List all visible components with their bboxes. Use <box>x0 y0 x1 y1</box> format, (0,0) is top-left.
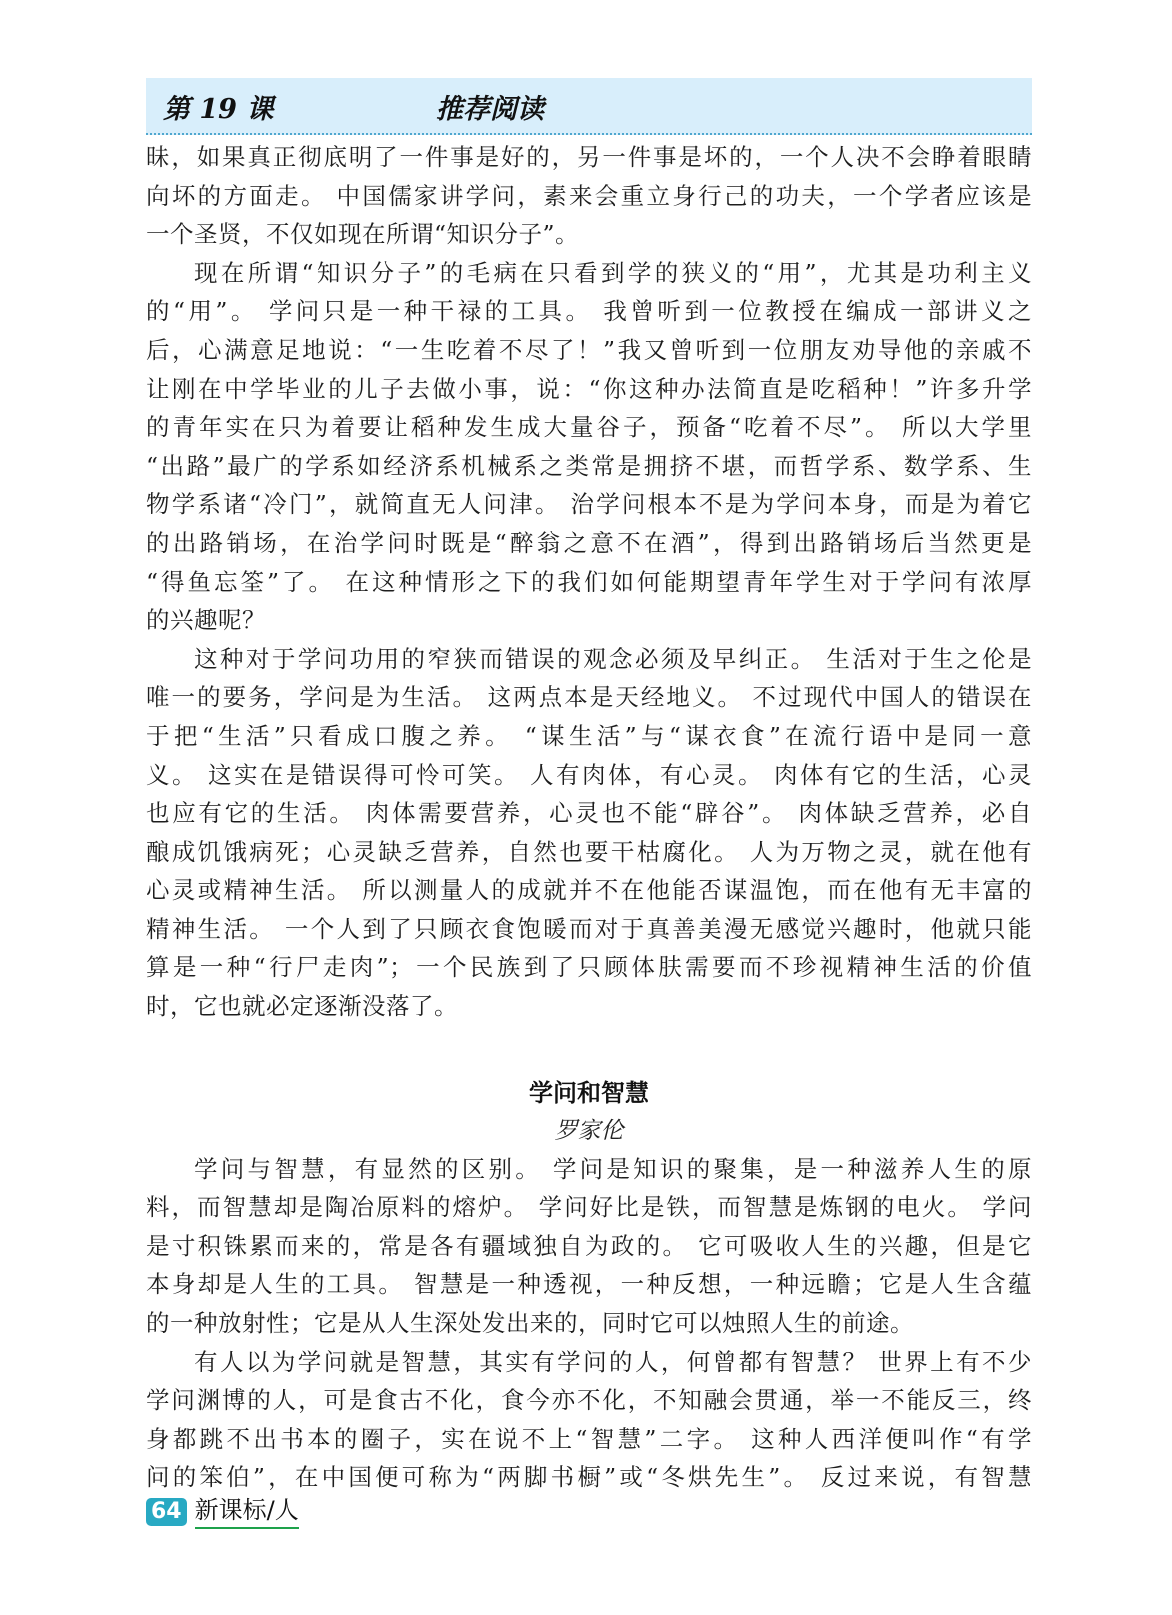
text-line: 时，它也就必定逐渐没落了。 <box>146 992 458 1021</box>
article-author: 罗家伦 <box>554 1117 624 1144</box>
paragraph <box>146 254 1032 640</box>
text-line: 的“用”。 学问只是一种干禄的工具。 我曾听到一位教授在编成一部讲义之 <box>146 297 1032 326</box>
page-content <box>146 138 1032 1497</box>
article-two <box>146 1074 1032 1497</box>
text-line: “得鱼忘筌”了。 在这种情形之下的我们如何能期望青年学生对于学问有浓厚 <box>146 567 1032 596</box>
page-footer <box>146 1494 299 1530</box>
text-line: 料，而智慧却是陶冶原料的熔炉。 学问好比是铁，而智慧是炼钢的电火。 学问 <box>146 1193 1032 1222</box>
textbook-label: 新课标/人 <box>195 1496 299 1529</box>
text-line: 让刚在中学毕业的儿子去做小事，说：“你这种办法简直是吃稻种！”许多升学 <box>146 374 1032 403</box>
lesson-number: 第 19 课 <box>163 94 274 125</box>
text-line: 义。 这实在是错误得可怜可笑。 人有肉体，有心灵。 肉体有它的生活，心灵 <box>146 760 1032 789</box>
text-line: 是寸积铢累而来的，常是各有疆域独自为政的。 它可吸收人生的兴趣，但是它 <box>146 1231 1032 1260</box>
text-line: 本身却是人生的工具。 智慧是一种透视，一种反想，一种远瞻；它是人生含蕴 <box>146 1270 1032 1299</box>
text-line: 后，心满意足地说：“一生吃着不尽了！”我又曾听到一位朋友劝导他的亲戚不 <box>146 335 1032 364</box>
text-line: 这种对于学问功用的窄狭而错误的观念必须及早纠正。 生活对于生之伦是 <box>194 644 1032 673</box>
page-number: 64 <box>146 1498 187 1526</box>
article-one <box>146 138 1032 1026</box>
text-line: 问的笨伯”，在中国便可称为“两脚书橱”或“冬烘先生”。 反过来说，有智慧 <box>146 1463 1032 1492</box>
text-line: 向坏的方面走。 中国儒家讲学问，素来会重立身行己的功夫，一个学者应该是 <box>146 181 1032 210</box>
text-line: 一个圣贤，不仅如现在所谓“知识分子”。 <box>146 220 580 249</box>
text-line: 身都跳不出书本的圈子，实在说不上“智慧”二字。 这种人西洋便叫作“有学 <box>146 1424 1032 1453</box>
text-line: 有人以为学问就是智慧，其实有学问的人，何曾都有智慧？ 世界上有不少 <box>194 1347 1032 1376</box>
text-line: 的青年实在只为着要让稻种发生成大量谷子，预备“吃着不尽”。 所以大学里 <box>146 413 1032 442</box>
text-line: 唯一的要务，学问是为生活。 这两点本是天经地义。 不过现代中国人的错误在 <box>146 683 1032 712</box>
text-line: 的出路销场，在治学问时既是“醉翁之意不在酒”，得到出路销场后当然更是 <box>146 528 1032 557</box>
paragraph <box>146 1343 1032 1497</box>
section-title: 推荐阅读 <box>436 94 544 125</box>
text-line: 酿成饥饿病死；心灵缺乏营养，自然也要干枯腐化。 人为万物之灵，就在他有 <box>146 837 1032 866</box>
text-line: 的兴趣呢？ <box>146 606 266 635</box>
text-line: 精神生活。 一个人到了只顾衣食饱暖而对于真善美漫无感觉兴趣时，他就只能 <box>146 914 1032 943</box>
lesson-header <box>146 78 1032 135</box>
text-line: “出路”最广的学系如经济系机械系之类常是拥挤不堪，而哲学系、数学系、生 <box>146 451 1032 480</box>
text-line: 昧，如果真正彻底明了一件事是好的，另一件事是坏的，一个人决不会睁着眼睛 <box>146 143 1032 171</box>
paragraph <box>146 1150 1032 1343</box>
text-line: 现在所谓“知识分子”的毛病在只看到学的狭义的“用”，尤其是功利主义 <box>194 258 1032 287</box>
text-line: 的一种放射性；它是从人生深处发出来的，同时它可以烛照人生的前途。 <box>146 1309 914 1338</box>
text-line: 学问与智慧，有显然的区别。 学问是知识的聚集，是一种滋养人生的原 <box>194 1154 1032 1183</box>
text-line: 也应有它的生活。 肉体需要营养，心灵也不能“辟谷”。 肉体缺乏营养，必自 <box>146 799 1032 828</box>
text-line: 物学系诸“冷门”，就简直无人问津。 治学问根本不是为学问本身，而是为着它 <box>146 490 1032 519</box>
text-line: 算是一种“行尸走肉”；一个民族到了只顾体肤需要而不珍视精神生活的价值 <box>146 953 1032 982</box>
text-line: 学问渊博的人，可是食古不化，食今亦不化，不知融会贯通，举一不能反三，终 <box>146 1386 1032 1415</box>
article-title: 学问和智慧 <box>529 1078 649 1107</box>
text-line: 于把“生活”只看成口腹之养。 “谋生活”与“谋衣食”在流行语中是同一意 <box>146 721 1032 750</box>
paragraph <box>146 640 1032 1026</box>
text-line: 心灵或精神生活。 所以测量人的成就并不在他能否谋温饱，而在他有无丰富的 <box>146 876 1032 905</box>
paragraph <box>146 138 1032 254</box>
